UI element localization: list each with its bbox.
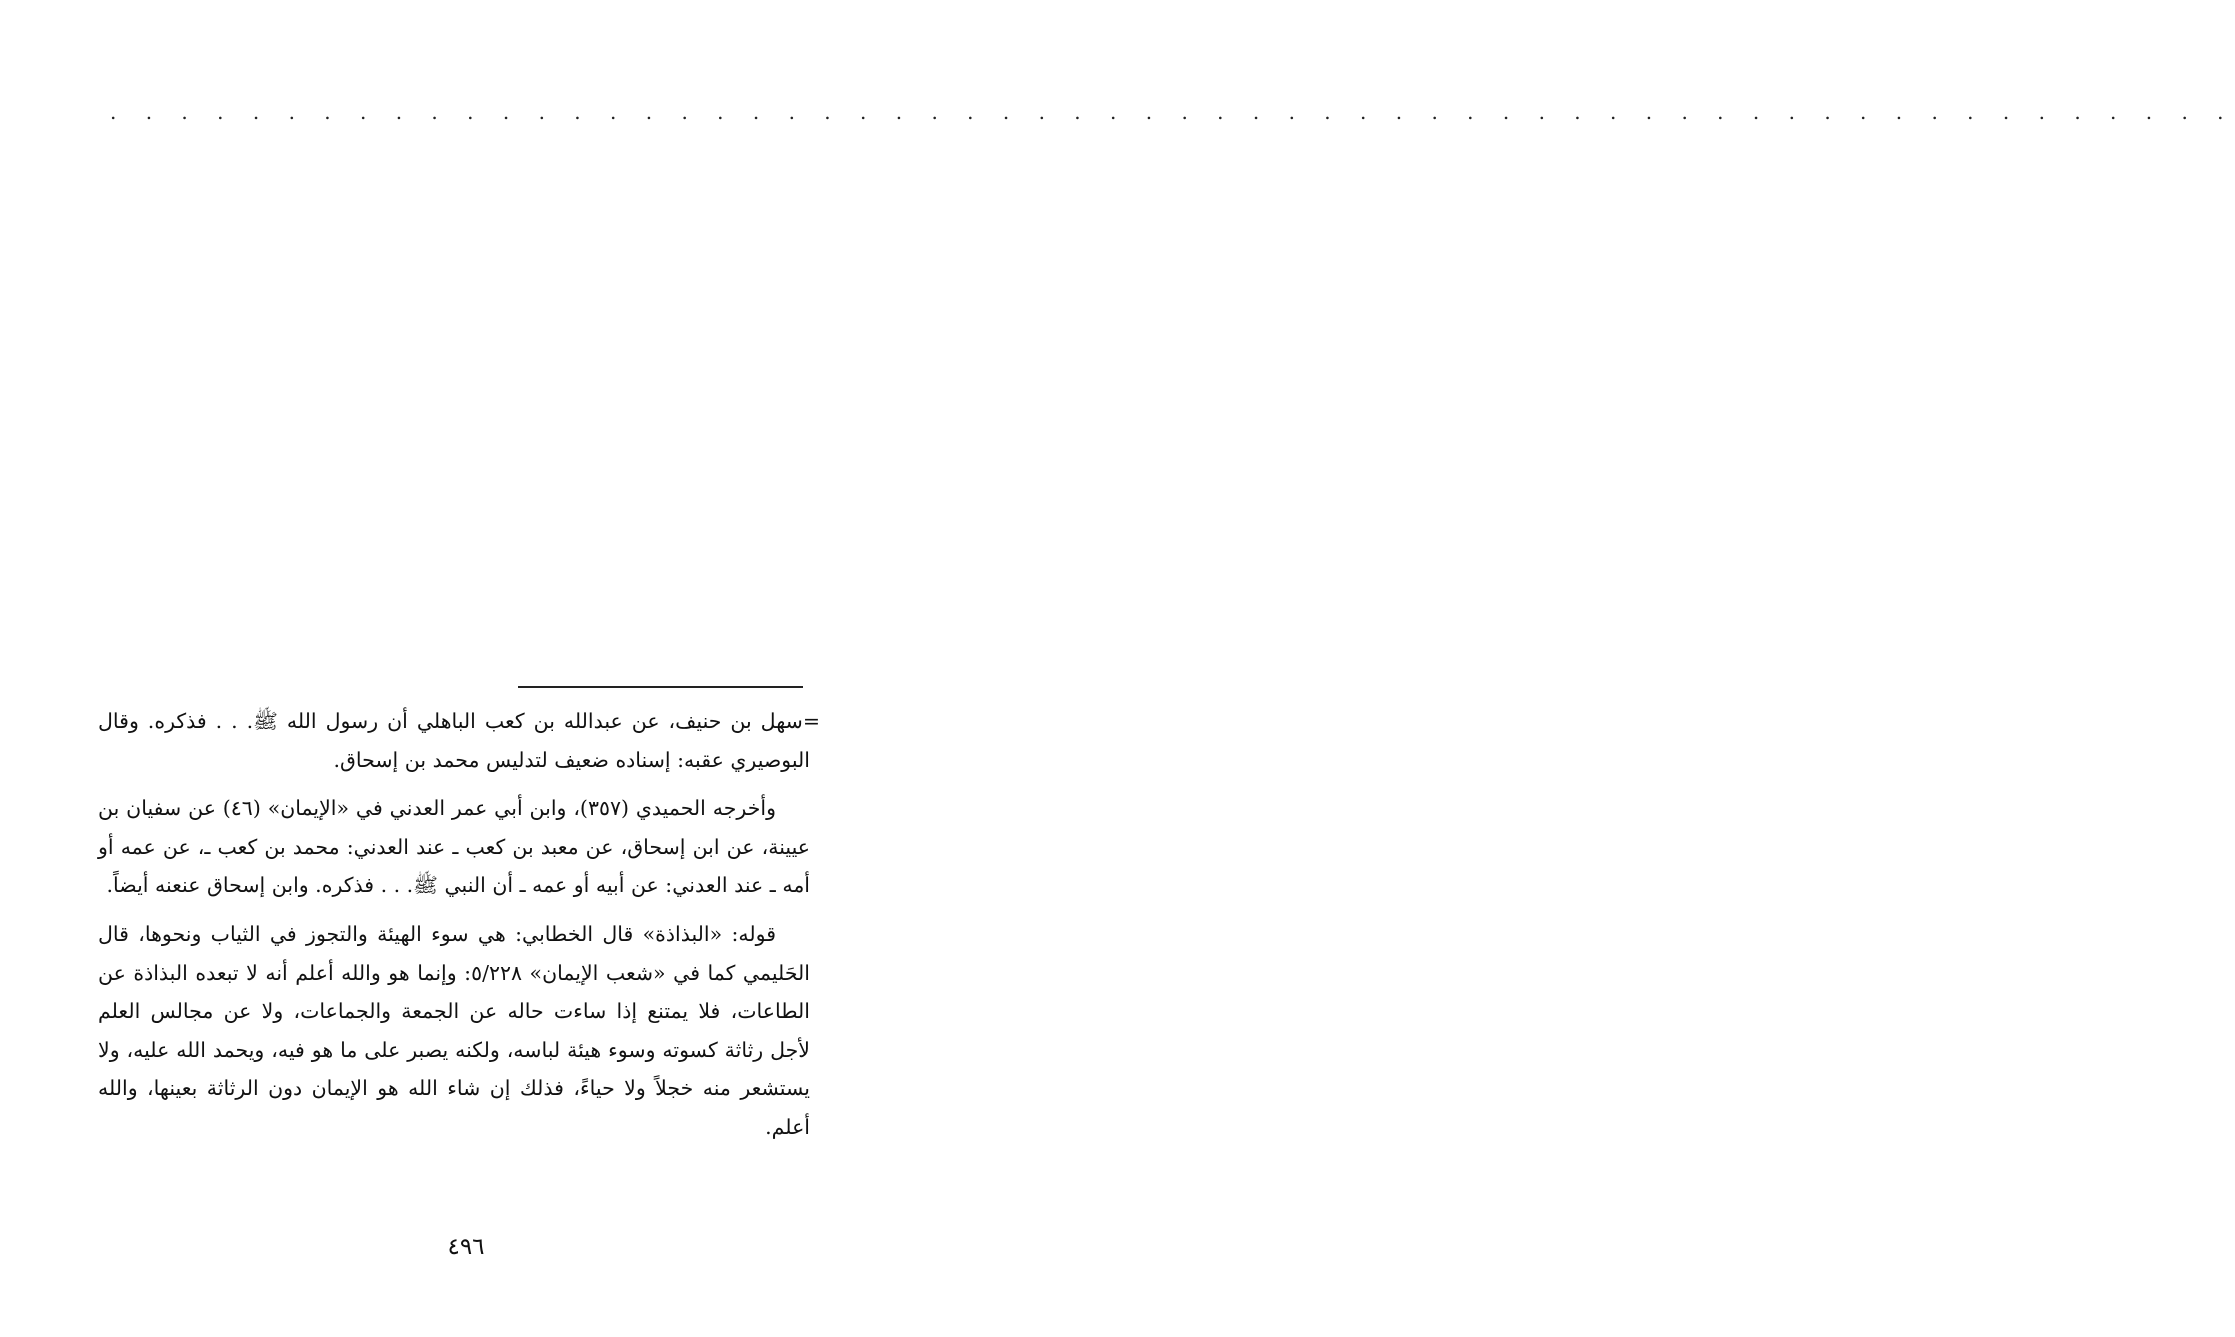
page-number: ٤٩٦ <box>447 1234 485 1260</box>
footnote-paragraph-2: وأخرجه الحميدي (٣٥٧)، وابن أبي عمر العدني في «الإيمان» (٤٦) عن سفيان بن عيينة، عن ابن إسحاق، عن معبد بن كعب ـ عند العدني: محمد بن كعب ـ، عن عمه أو أمه ـ عند العدني: عن أبيه أو عمه ـ أن النبي ﷺ. . . فذكره. وابن إسحاق عنعنه أيضاً. <box>98 796 810 898</box>
footnote-rule <box>518 686 803 688</box>
footnote-paragraph-3: قوله: «البذاذة» قال الخطابي: هي سوء الهيئة والتجوز في الثياب ونحوها، قال الحَليمي كما في «شعب الإيمان» ٥/٢٢٨: وإنما هو والله أعلم أنه لا تبعده البذاذة عن الطاعات، فلا يمتنع إذا ساءت حاله عن الجمعة والجماعات، ولا عن مجالس العلم لأجل رثاثة كسوته وسوء هيئة لباسه، ولكنه يصبر على ما هو فيه، ويحمد الله عليه، ولا يستشعر منه خجلاً ولا حياءً، فذلك إن شاء الله هو الإيمان دون الرثاثة بعينها، والله أعلم. <box>98 921 810 1139</box>
footnote-paragraph-1: =سهل بن حنيف، عن عبدالله بن كعب الباهلي أن رسول الله ﷺ. . . فذكره. وقال البوصيري عقبه: إسناده ضعيف لتدليس محمد بن إسحاق. <box>98 709 820 772</box>
footnotes-block <box>98 702 820 1147</box>
dotted-separator: . . . . . . . . . . . . . . . . . . . . . . . . . . . . . . . . . . . . . . . . . . . . . . . . . . . . . . . . . . . . <box>110 100 2235 124</box>
